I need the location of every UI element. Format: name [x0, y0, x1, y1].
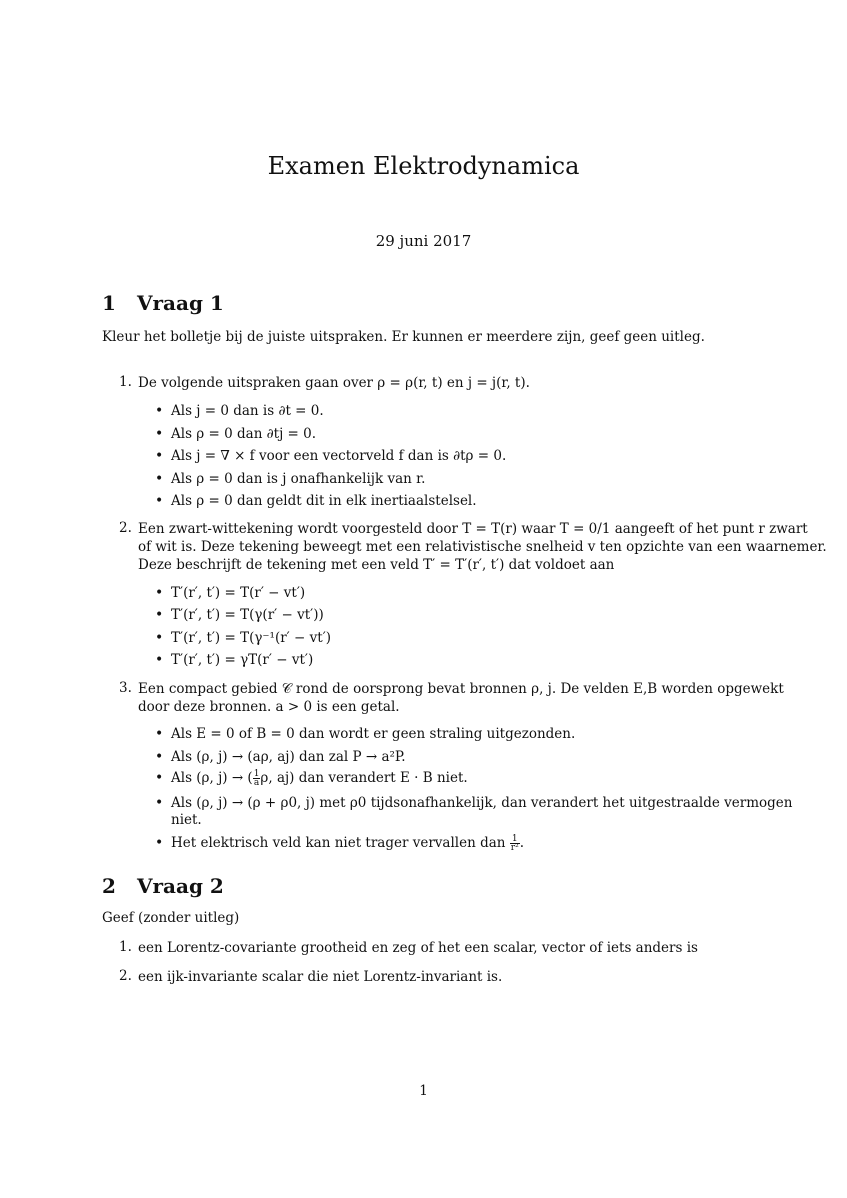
q1-option-5[interactable]: • Als ρ = 0 dan geldt dit in elk inertiaalstelsel. [171, 492, 477, 510]
q3-option-3-end: ρ, aj) dan verandert E · B niet. [260, 770, 468, 786]
q3-option-1[interactable]: • Als E = 0 of B = 0 dan wordt er geen straling uitgezonden. [171, 725, 575, 743]
document-title: Examen Elektrodynamica [267, 152, 580, 180]
document-date: 29 juni 2017 [375, 232, 472, 250]
question-3-text-line-1: Een compact gebied 𝒞 rond de oorsprong bevat bronnen ρ, j. De velden E,B worden opgewekt [138, 681, 784, 697]
fraction-1-over-a: $\frac{1}{a}$ [253, 769, 260, 788]
q1-option-1[interactable]: • Als j = 0 dan is ∂t = 0. [171, 402, 324, 420]
q2-option-4[interactable]: • T′(r′, t′) = γT(r′ − vt′) [171, 651, 313, 669]
section-2-title: Vraag 2 [137, 874, 224, 898]
q3-option-4-continuation: niet. [171, 812, 202, 828]
q3-option-5-start: Het elektrisch veld kan niet trager vervallen dan [171, 835, 510, 851]
section-2-question-1-text: een Lorentz-covariante grootheid en zeg of het een scalar, vector of iets anders is [138, 940, 698, 956]
q1-option-4[interactable]: • Als ρ = 0 dan is j onafhankelijk van r. [171, 470, 425, 488]
section-2-question-2-number: 2. [119, 968, 132, 984]
q2-option-1[interactable]: • T′(r′, t′) = T(r′ − vt′) [171, 584, 305, 602]
question-2-text-line-3: Deze beschrijft de tekening met een veld T′ = T′(r′, t′) dat voldoet aan [138, 557, 615, 573]
section-2-question-2-text: een ijk-invariante scalar die niet Lorentz-invariant is. [138, 969, 503, 985]
q2-option-2[interactable]: • T′(r′, t′) = T(γ(r′ − vt′)) [171, 606, 324, 624]
q2-option-3[interactable]: • T′(r′, t′) = T(γ⁻¹(r′ − vt′) [171, 629, 331, 647]
q1-option-3[interactable]: • Als j = ∇ × f voor een vectorveld f dan is ∂tρ = 0. [171, 447, 506, 465]
q3-option-2[interactable]: • Als (ρ, j) → (aρ, aj) dan zal P → a²P. [171, 748, 406, 766]
page-number: 1 [419, 1083, 428, 1099]
q3-option-3[interactable] [171, 769, 468, 787]
q3-option-5-end: . [519, 835, 524, 851]
section-1-intro: Kleur het bolletje bij de juiste uitspraken. Er kunnen er meerdere zijn, geef geen uitleg. [102, 329, 705, 345]
question-1-text: De volgende uitspraken gaan over ρ = ρ(r, t) en j = j(r, t). [138, 375, 530, 391]
section-2-intro: Geef (zonder uitleg) [102, 910, 240, 926]
section-2-number: 2 [102, 874, 116, 898]
question-2-text-line-2: of wit is. Deze tekening beweegt met een relativistische snelheid v ten opzichte van een waarnemer. [138, 539, 827, 555]
question-2-text-line-1: Een zwart-wittekening wordt voorgesteld door T = T(r) waar T = 0/1 aangeeft of het punt r zwart [138, 521, 808, 537]
q3-option-5[interactable] [171, 834, 524, 852]
fraction-1-over-r2: $\frac{1}{\text{r²}}$ [510, 834, 519, 853]
q3-option-3-start: Als (ρ, j) → ( [171, 770, 253, 786]
question-3-text-line-2: door deze bronnen. a > 0 is een getal. [138, 699, 400, 715]
question-2-number: 2. [119, 520, 132, 536]
section-1-title: Vraag 1 [137, 291, 224, 315]
q1-option-2[interactable]: • Als ρ = 0 dan ∂tj = 0. [171, 425, 316, 443]
question-3-number: 3. [119, 680, 132, 696]
section-1-number: 1 [102, 291, 116, 315]
section-2-question-1-number: 1. [119, 939, 132, 955]
q3-option-4[interactable]: • Als (ρ, j) → (ρ + ρ0, j) met ρ0 tijdsonafhankelijk, dan verandert het uitgestraalde vermogen [171, 794, 792, 812]
question-1-number: 1. [119, 374, 132, 390]
